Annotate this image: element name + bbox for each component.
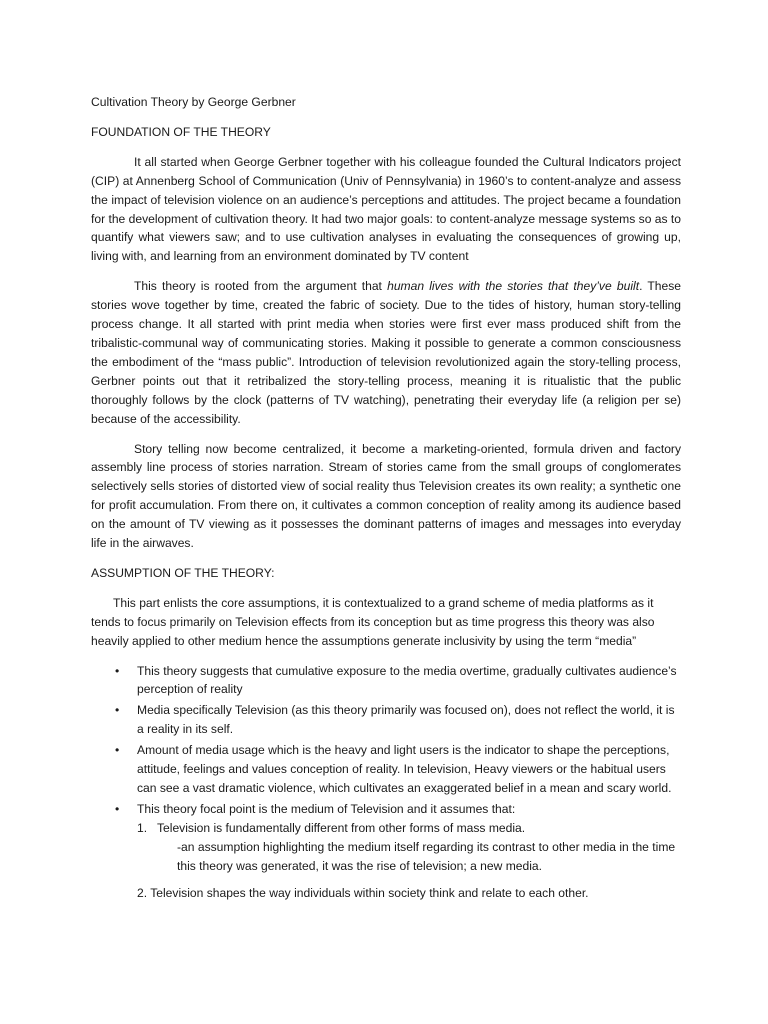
list-item-text: This theory suggests that cumulative exposure to the media overtime, gradually cultivates audience’s perception of reality bbox=[137, 663, 677, 697]
item-number: 1. bbox=[137, 820, 148, 835]
list-item-text: Amount of media usage which is the heavy and light users is the indicator to shape the perceptions, attitude, feelings and values conception of reality. In television, Heavy viewers or the habitual users can see a vast dramatic violence, which cultivates an exaggerated belief in a mean and scary world. bbox=[137, 743, 672, 795]
list-item-text: Media specifically Television (as this theory primarily was focused on), does not reflect the world, it is a reality in its self. bbox=[137, 703, 675, 737]
numbered-item-2: 2. Television shapes the way individuals within society think and relate to each other. bbox=[137, 885, 589, 900]
paragraph-text: This theory is rooted from the argument that bbox=[134, 279, 388, 294]
list-item bbox=[91, 800, 681, 876]
paragraph-foundation-3: Story telling now become centralized, it become a marketing-oriented, formula driven and factory assembly line process of stories narration. Stream of stories came from the small groups of conglomerates selectively sells stories of distorted view of social reality thus Television creates its own reality; a synthetic one for profit accumulation. From there on, it cultivates a common conception of reality among its audience based on the amount of TV viewing as it possesses the dominant patterns of images and messages into everyday life in the airwaves. bbox=[91, 441, 681, 551]
numbered-sublist bbox=[137, 819, 681, 876]
bullet-icon: • bbox=[115, 801, 120, 816]
assumption-list bbox=[91, 662, 681, 876]
emphasis-quote: human lives with the stories that they’ve built bbox=[387, 279, 640, 294]
paragraph-foundation-1: It all started when George Gerbner together with his colleague founded the Cultural Indicators project (CIP) at Annenberg School of Communication (Univ of Pennsylvania) in 1960’s to content-analyze and assess the impact of television violence on an audience’s perceptions and attitudes. The project became a foundation for the development of cultivation theory. It had two major goals: to content-analyze message systems so as to quantify what viewers saw; and to use cultivation analyses in evaluating the consequences of growing up, living with, and learning from an environment dominated by TV content bbox=[91, 154, 681, 264]
bullet-icon: • bbox=[115, 663, 120, 678]
item-note: -an assumption highlighting the medium itself regarding its contrast to other media in the time this theory was generated, it was the rise of television; a new media. bbox=[177, 839, 676, 873]
list-item bbox=[91, 662, 681, 700]
numbered-item bbox=[137, 819, 681, 876]
paragraph-text: . These stories wove together by time, created the fabric of society. Due to the tides of history, human story-telling process change. It all started with print media when stories were first ever mass produced shift from the tribalistic-communal way of communicating stories. Making it possible to generate a common consciousness the embodiment of the “mass public”. Introduction of television revolutionized again the story-telling process, Gerbner points out that it retribalized the story-telling process, meaning it is ritualistic that the public thoroughly follows by the clock (patterns of TV watching), penetrating their everyday life (a religion per se) because of the accessibility. bbox=[91, 279, 681, 426]
paragraph-foundation-2 bbox=[91, 277, 681, 428]
paragraph-assumption-intro: This part enlists the core assumptions, it is contextualized to a grand scheme of media platforms as it tends to focus primarily on Television effects from its conception but as time progress this theory was also heavily applied to other medium hence the assumptions generate inclusivity by using the term “media” bbox=[91, 595, 655, 648]
section-heading-assumption: ASSUMPTION OF THE THEORY: bbox=[91, 565, 275, 580]
bullet-icon: • bbox=[115, 743, 120, 758]
list-item bbox=[91, 701, 681, 739]
document-title: Cultivation Theory by George Gerbner bbox=[91, 95, 296, 109]
list-item-text: This theory focal point is the medium of Television and it assumes that: bbox=[137, 801, 516, 816]
numbered-item-text: Television is fundamentally different from other forms of mass media. bbox=[157, 820, 526, 835]
section-heading-foundation: FOUNDATION OF THE THEORY bbox=[91, 124, 271, 139]
list-item bbox=[91, 741, 681, 798]
bullet-icon: • bbox=[115, 703, 120, 718]
